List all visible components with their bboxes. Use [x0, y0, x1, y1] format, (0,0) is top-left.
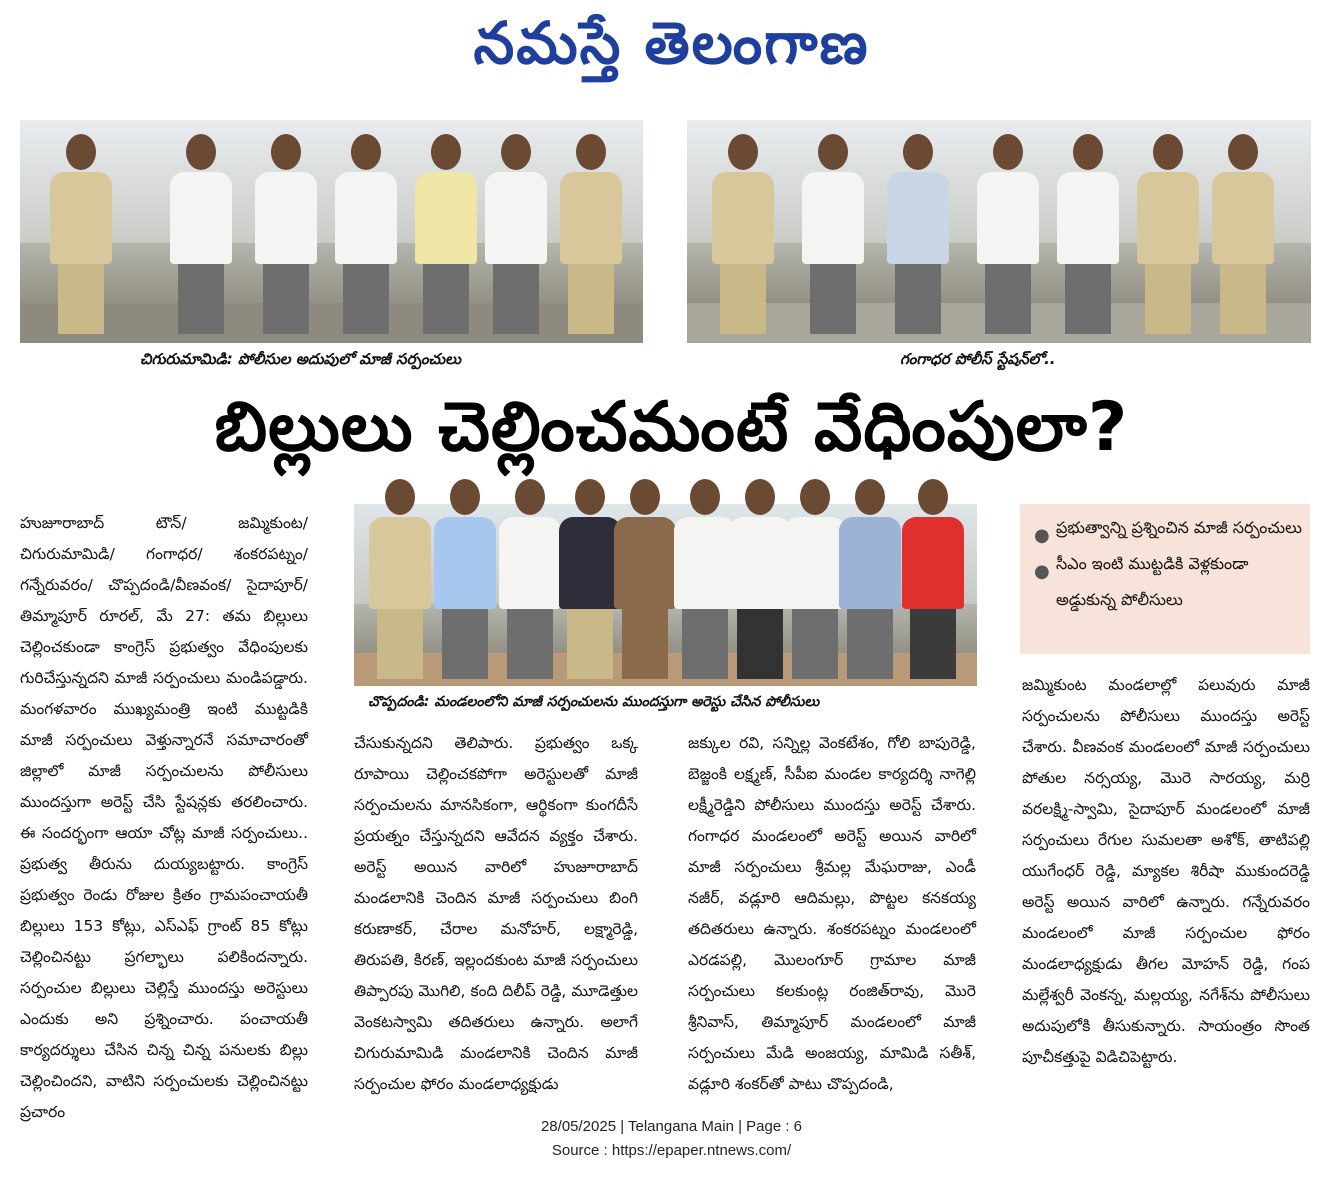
bullet-icon: ● [1034, 561, 1050, 582]
photo-choppadandi [354, 504, 977, 686]
article-column-1: హుజూరాబాద్ టౌన్/ జమ్మికుంట/ చిగురుమామిడి/ గంగాధర/ శంకరపట్నం/ గన్నేరువరం/ చొప్పదండి/వీణవంక/ సైదాపూర్/ తిమ్మాపూర్ రూరల్, మే 27: తమ బిల్లులు చెల్లించకుండా కాంగ్రెస్ ప్రభుత్వం వేధింపులకు గురిచేస్తున్నదని మాజీ సర్పంచులు మండిపడ్డారు. మంగళవారం ముఖ్యమంత్రి ఇంటి ముట్టడికి మాజీ సర్పంచులు వెళ్తున్నారనే సమాచారంతో జిల్లాలో మాజీ సర్పంచులను పోలీసులు ముందస్తుగా అరెస్ట్ చేసి స్టేషన్లకు తరలించారు. ఈ సందర్భంగా ఆయా చోట్ల మాజీ సర్పంచులు.. ప్రభుత్వ తీరును దుయ్యబట్టారు. కాంగ్రెస్ ప్రభుత్వం రెండు రోజుల క్రితం గ్రామపంచాయతీ బిల్లులు 153 కోట్లు, ఎస్‌ఎఫ్ గ్రాంట్ 85 కోట్లు చెల్లించినట్టు ప్రగల్భాలు పలికిందన్నారు. సర్పంచుల బిల్లులు చెల్లిస్తే ముందస్తు అరెస్టులు ఎందుకు అని ప్రశ్నించారు. పంచాయతీ కార్యదర్శులు చేసిన చిన్న చిన్న పనులకు బిల్లు చెల్లించిందని, వాటిని సర్పంచులకు చెల్లించినట్టు ప్రచారం [20, 514, 308, 1121]
footer-date-page: 28/05/2025 | Telangana Main | Page : 6 [540, 1118, 803, 1135]
highlights-box [1020, 504, 1310, 654]
photo-gangadhara-station [687, 120, 1311, 343]
bullet-icon: ● [1034, 525, 1050, 546]
photo-chigurumamidi [20, 120, 643, 343]
main-headline: బిల్లులు చెల్లించమంటే వేధింపులా? [214, 388, 1129, 467]
article-column-3: జక్కుల రవి, సన్నిల్ల వెంకటేశం, గోలి బాపురెడ్డి, బెజ్జంకి లక్ష్మణ్, సీపీఐ మండల కార్యదర్శి నాగెల్లి లక్ష్మీరెడ్డిని పోలీసులు ముందస్తు అరెస్ట్ చేశారు. గంగాధర మండలంలో అరెస్ట్ అయిన వారిలో మాజీ సర్పంచులు శ్రీమల్ల మేఘరాజు, ఎండీ నజీర్, వడ్లూరి ఆదిమల్లు, పొట్టల కనకయ్య తదితరులు ఉన్నారు. శంకరపట్నం మండలంలో ఎరడపల్లి, మొలంగూర్ గ్రామాల మాజీ సర్పంచులు కలకుంట్ల రంజిత్‌రావు, మొరె శ్రీనివాస్, తిమ్మాపూర్ మండలంలో మాజీ సర్పంచులు మేడి అంజయ్య, మామిడి సతీశ్, వడ్లూరి శంకర్‌తో పాటు చొప్పదండి, [688, 734, 976, 1093]
caption-center-photo: చొప్పదండి: మండలంలోని మాజీ సర్పంచులను ముందస్తుగా అరెస్టు చేసిన పోలీసులు [368, 694, 820, 710]
caption-left-photo: చిగురుమామిడి: పోలీసుల అదుపులో మాజీ సర్పంచులు [140, 350, 461, 368]
article-column-4: జమ్మికుంట మండలాల్లో పలువురు మాజీ సర్పంచులను పోలీసులు ముందస్తు అరెస్ట్ చేశారు. వీణవంక మండలంలో మాజీ సర్పంచులు పోతుల నర్సయ్య, మొరె సారయ్య, మర్రి వరలక్ష్మి-స్వామి, సైదాపూర్ మండలంలో మాజీ సర్పంచులు రేగుల సుమలతా అశోక్, తాటిపల్లి యుగేంధర్ రెడ్డి, మ్యాకల శిరీషా ముకుందరెడ్డి అరెస్ట్ అయిన వారిలో ఉన్నారు. గన్నేరువరం మండలంలో మాజీ సర్పంచుల ఫోరం మండలాధ్యక్షుడు తీగల మోహన్ రెడ్డి, గంప మల్లేశ్వరీ వెంకన్న, మల్లయ్య, నగేశ్‌ను పోలీసులు అదుపులోకి తీసుకున్నారు. సాయంత్రం సొంత పూచీకత్తుపై విడిచిపెట్టారు. [1022, 676, 1310, 1066]
highlight-item: ● ప్రభుత్వాన్ని ప్రశ్నించిన మాజీ సర్పంచులు [1020, 510, 1310, 546]
article-column-2: చేసుకున్నదని తెలిపారు. ప్రభుత్వం ఒక్క రూపాయి చెల్లించకపోగా అరెస్టులతో మాజీ సర్పంచులను మానసికంగా, ఆర్థికంగా కుంగదీసే ప్రయత్నం చేస్తున్నదని ఆవేదన వ్యక్తం చేశారు. అరెస్ట్ అయిన వారిలో హుజూరాబాద్ మండలానికి చెందిన మాజీ సర్పంచులు బింగి కరుణాకర్, చేరాల మనోహర్, లక్ష్మారెడ్డి, తిరుపతి, కిరణ్, ఇల్లందకుంట మాజీ సర్పంచులు తిప్పారపు మొగిలి, కంది దిలీప్ రెడ్డి, మూడెత్తుల వెంకటస్వామి తదితరులు ఉన్నారు. అలాగే చిగురుమామిడి మండలానికి చెందిన మాజీ సర్పంచుల ఫోరం మండలాధ్యక్షుడు [354, 734, 638, 1093]
footer-source-link[interactable]: Source : https://epaper.ntnews.com/ [551, 1142, 792, 1159]
newspaper-masthead: నమస్తే తెలంగాణ [473, 9, 870, 77]
caption-right-photo: గంగాధర పోలీస్ స్టేషన్‌లో.. [900, 350, 1056, 368]
highlight-item: ● సీఎం ఇంటి ముట్టడికి వెళ్లకుండా అడ్డుకున్న పోలీసులు [1034, 554, 1249, 609]
